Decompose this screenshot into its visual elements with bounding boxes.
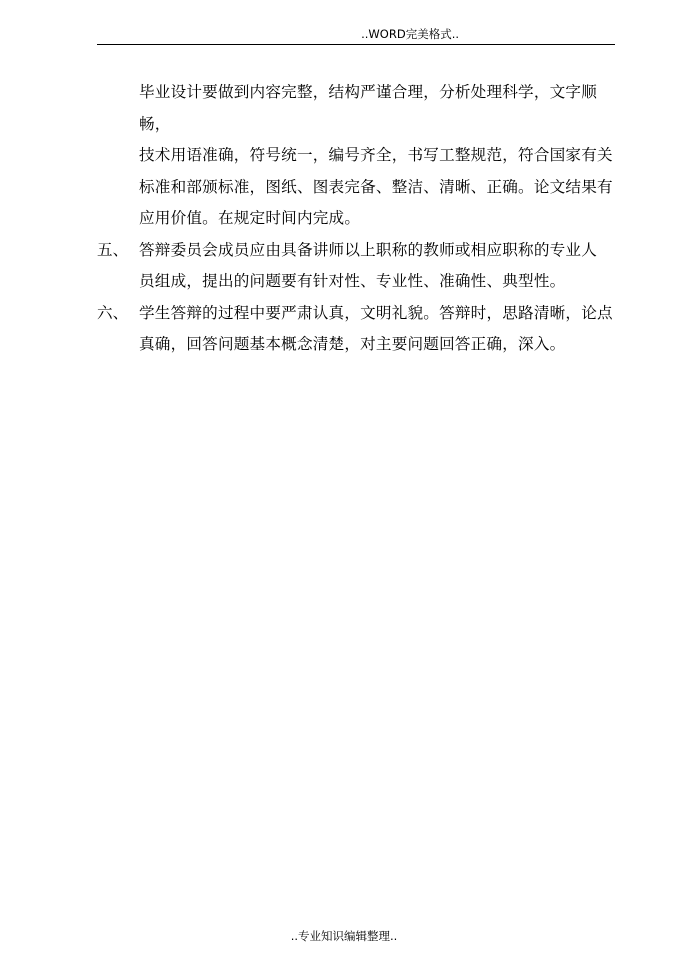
text-line: 答辩委员会成员应由具备讲师以上职称的教师或相应职称的专业人: [139, 240, 598, 259]
text-line: 毕业设计要做到内容完整，结构严谨合理，分析处理科学，文字顺畅，: [139, 83, 598, 133]
page-footer: ..专业知识编辑整理..: [290, 929, 398, 943]
text-line: 标准和部颁标准，图纸、图表完备、整洁、清晰、正确。论文结果有: [139, 177, 613, 196]
list-item-number: 五、: [97, 240, 129, 259]
list-item: [97, 235, 615, 298]
text-line: 员组成，提出的问题要有针对性、专业性、准确性、典型性。: [139, 272, 566, 290]
list-item: [97, 298, 615, 361]
list-item-text: [139, 235, 615, 298]
continuation-paragraph: [97, 77, 615, 235]
text-line: 技术用语准确，符号统一，编号齐全，书写工整规范，符合国家有关: [139, 146, 613, 164]
list-item-number: 六、: [97, 303, 129, 322]
page-header: [97, 24, 615, 45]
header-text: ..WORD完美格式..: [361, 27, 459, 41]
text-line: 应用价值。在规定时间内完成。: [139, 209, 361, 227]
document-body: [97, 77, 615, 361]
text-line: 学生答辩的过程中要严肃认真，文明礼貌。答辩时，思路清晰，论点: [139, 303, 613, 322]
text-line: 真确，回答问题基本概念清楚，对主要问题回答正确，深入。: [139, 335, 566, 353]
list-item-text: [139, 298, 615, 361]
